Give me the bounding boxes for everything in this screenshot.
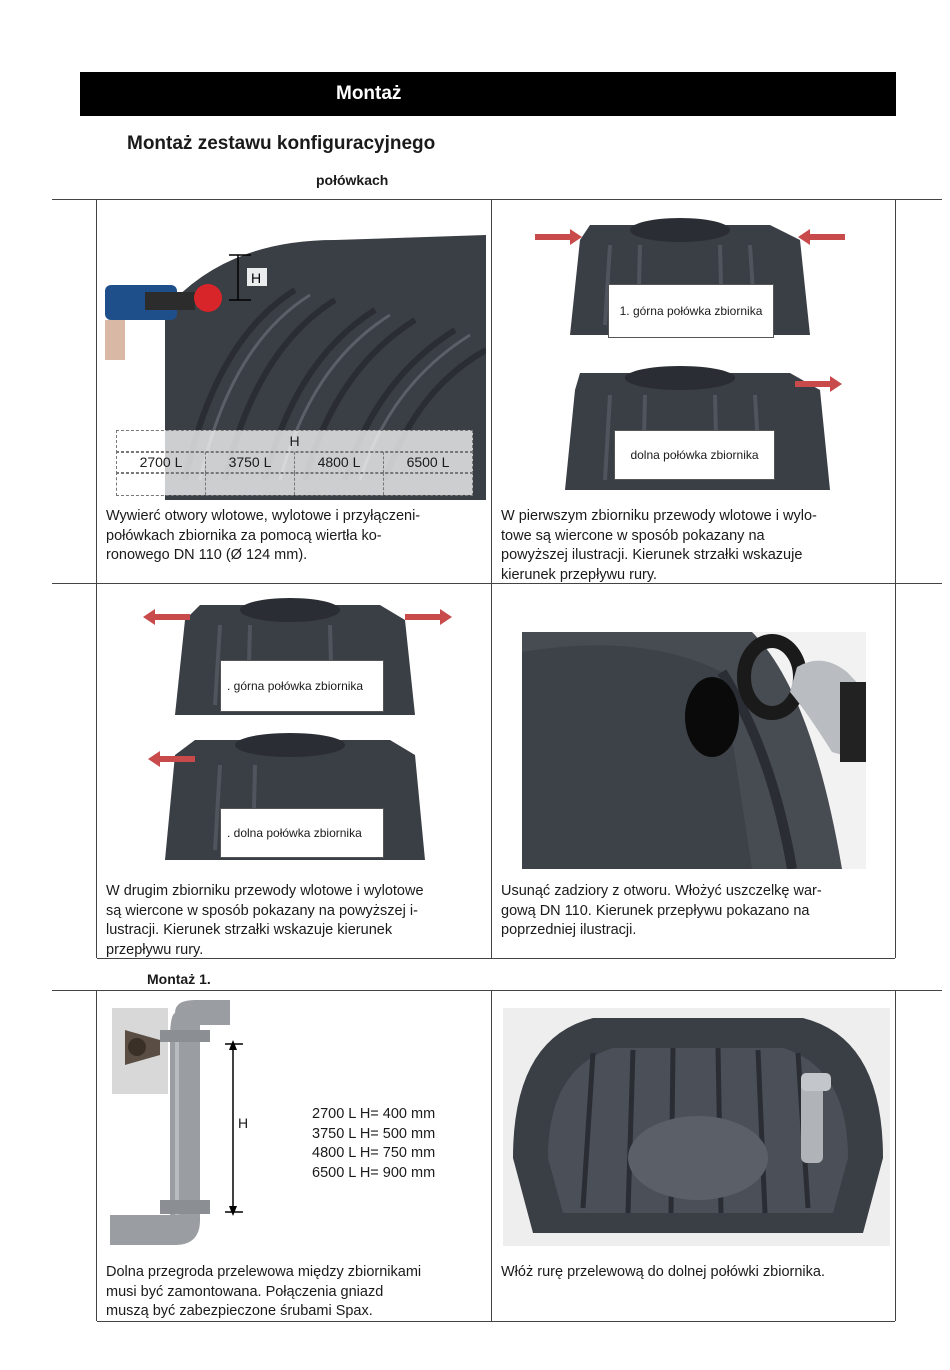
caption-gasket: Usunąć zadziory z otworu. Włożyć uszczelkę war- gową DN 110. Kierunek przepływu pokazano na poprzedniej ilustracji. xyxy=(501,883,822,938)
grid-line xyxy=(895,199,896,958)
arrow-right-icon xyxy=(535,229,582,245)
heights-list xyxy=(312,1105,435,1183)
volume-table xyxy=(116,430,473,496)
grid-line xyxy=(96,199,97,958)
volume-cell: 6500 L xyxy=(406,454,450,470)
section2-heading: Montaż 1. xyxy=(147,971,211,987)
volume-cell: 2700 L xyxy=(117,452,206,473)
caption-tank-interior: Włóż rurę przelewową do dolnej połówki zbiornika. xyxy=(501,1264,825,1280)
caption-overflow-pipe: Dolna przegroda przelewowa między zbiornikami musi być zamontowana. Połączenia gniazd muszą być zabezpieczone śrubami Spax. xyxy=(106,1264,422,1319)
banner-title: Montaż xyxy=(336,83,402,104)
grid-line xyxy=(96,990,97,1321)
height-item: 6500 L H= 900 mm xyxy=(312,1164,436,1181)
height-item: 4800 L H= 750 mm xyxy=(312,1145,436,1161)
caption-drilling: Wywierć otwory wlotowe, wylotowe i przyłączeni- połówkach zbiornika za pomocą wiertła ko- ronowego DN 110 (Ø 124 mm). xyxy=(106,508,421,563)
grid-line xyxy=(895,990,896,1321)
grid-line xyxy=(491,199,492,958)
h-marker: H xyxy=(251,270,262,286)
volume-table-empty-row xyxy=(116,472,473,496)
volume-table-header: H xyxy=(116,430,473,453)
grid-line xyxy=(491,990,492,1321)
volume-table-row xyxy=(116,451,473,474)
label-upper-half: . górna połówka zbiornika xyxy=(220,660,384,712)
grid-line xyxy=(52,990,942,991)
h-marker: H xyxy=(238,1115,249,1131)
height-item: 3750 L H= 500 mm xyxy=(312,1125,436,1142)
page-heading: Montaż zestawu konfiguracyjnego xyxy=(127,133,436,154)
tank-interior-photo xyxy=(503,1008,890,1246)
caption-first-tank: W pierwszym zbiorniku przewody wlotowe i wylo- towe są wiercone w sposób pokazany na powyższej ilustracji. Kierunek strzałki wskazuje kierunek przepływu rury. xyxy=(501,508,817,583)
arrow-left-icon xyxy=(143,609,190,625)
gasket-photo xyxy=(522,632,866,869)
volume-cell: 4800 L xyxy=(295,452,384,473)
volume-cell: 3750 L xyxy=(206,452,295,473)
arrow-left-icon xyxy=(798,229,845,245)
subheading: połówkach xyxy=(316,172,389,188)
label-lower-half: dolna połówka zbiornika xyxy=(614,430,775,480)
height-item: 2700 L H= 400 mm xyxy=(312,1106,436,1122)
section-banner xyxy=(80,72,896,116)
label-lower-half: . dolna połówka zbiornika xyxy=(220,808,384,858)
arrow-right-icon xyxy=(405,609,452,625)
caption-second-tank: W drugim zbiorniku przewody wlotowe i wylotowe są wiercone w sposób pokazany na powyższej i- lustracji. Kierunek strzałki wskazuje kierunek przepływu rury. xyxy=(106,883,424,958)
grid-line xyxy=(52,199,942,200)
label-upper-half: 1. górna połówka zbiornika xyxy=(608,284,774,338)
